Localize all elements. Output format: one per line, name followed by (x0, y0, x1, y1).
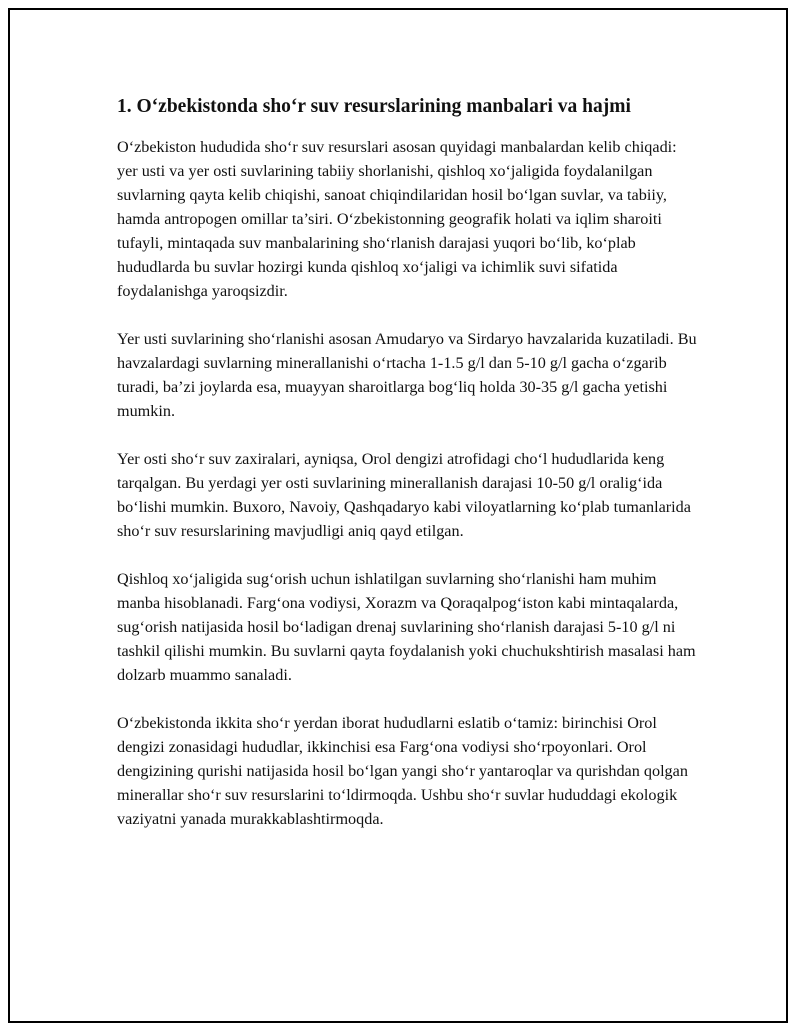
paragraph-irrigation: Qishloq xo‘jaligida sug‘orish uchun ishlatilgan suvlarning sho‘rlanishi ham muhim manba hisoblanadi. Farg‘ona vodiysi, Xorazm va Qoraqalpog‘iston kabi mintaqalarda, sug‘orish natijasida hosil bo‘ladigan drenaj suvlarining sho‘rlanish darajasi 5-10 g/l ni tashkil qilishi mumkin. Bu suvlarni qayta foydalanish yoki chuchukshtirish masalasi ham dolzarb muammo sanaladi. (117, 570, 696, 684)
paragraph-groundwater: Yer osti sho‘r suv zaxiralari, ayniqsa, Orol dengizi atrofidagi cho‘l hududlarida keng tarqalgan. Bu yerdagi yer osti suvlarining minerallanish darajasi 10-50 g/l oralig‘ida bo‘lishi mumkin. Buxoro, Navoiy, Qashqadaryo kabi viloyatlarning ko‘plab tumanlarida sho‘r suv resurslarining mavjudligi aniq qayd etilgan. (117, 450, 691, 540)
paragraph-sources: O‘zbekiston hududida sho‘r suv resurslari asosan quyidagi manbalardan kelib chiqadi: yer usti va yer osti suvlarining tabiiy shorlanishi, qishloq xo‘jaligida foydalanilgan suvlarning qayta kelib chiqishi, sanoat chiqindilaridan hosil bo‘lgan suvlar, va tabiiy, hamda antropogen omillar ta’siri. O‘zbekistonning geografik holati va iqlim sharoiti tufayli, mintaqada suv manbalarining sho‘rlanish darajasi yuqori bo‘lib, ko‘plab hududlarda bu suvlar hozirgi kunda qishloq xo‘jaligi va ichimlik suvi sifatida foydalanishga yaroqsizdir. (117, 138, 677, 300)
section-title: 1. O‘zbekistonda sho‘r suv resurslarining manbalari va hajmi (117, 96, 631, 117)
paragraph-saline-areas: O‘zbekistonda ikkita sho‘r yerdan iborat hududlarni eslatib o‘tamiz: birinchisi Orol dengizi zonasidagi hududlar, ikkinchisi esa Farg‘ona vodiysi sho‘rpoyonlari. Orol dengizining qurishi natijasida hosil bo‘lgan yangi sho‘r yantaroqlar va qurishdan qolgan minerallar sho‘r suv resurslarini to‘ldirmoqda. Ushbu sho‘r suvlar hududdagi ekologik vaziyatni yanada murakkablashtirmoqda. (117, 714, 688, 828)
document-page (117, 93, 697, 855)
paragraph-surface-water: Yer usti suvlarining sho‘rlanishi asosan Amudaryo va Sirdaryo havzalarida kuzatiladi. Bu havzalardagi suvlarning minerallanishi o‘rtacha 1-1.5 g/l dan 5-10 g/l gacha o‘zgarib turadi, ba’zi joylarda esa, muayyan sharoitlarga bog‘liq holda 30-35 g/l gacha yetishi mumkin. (117, 330, 697, 420)
